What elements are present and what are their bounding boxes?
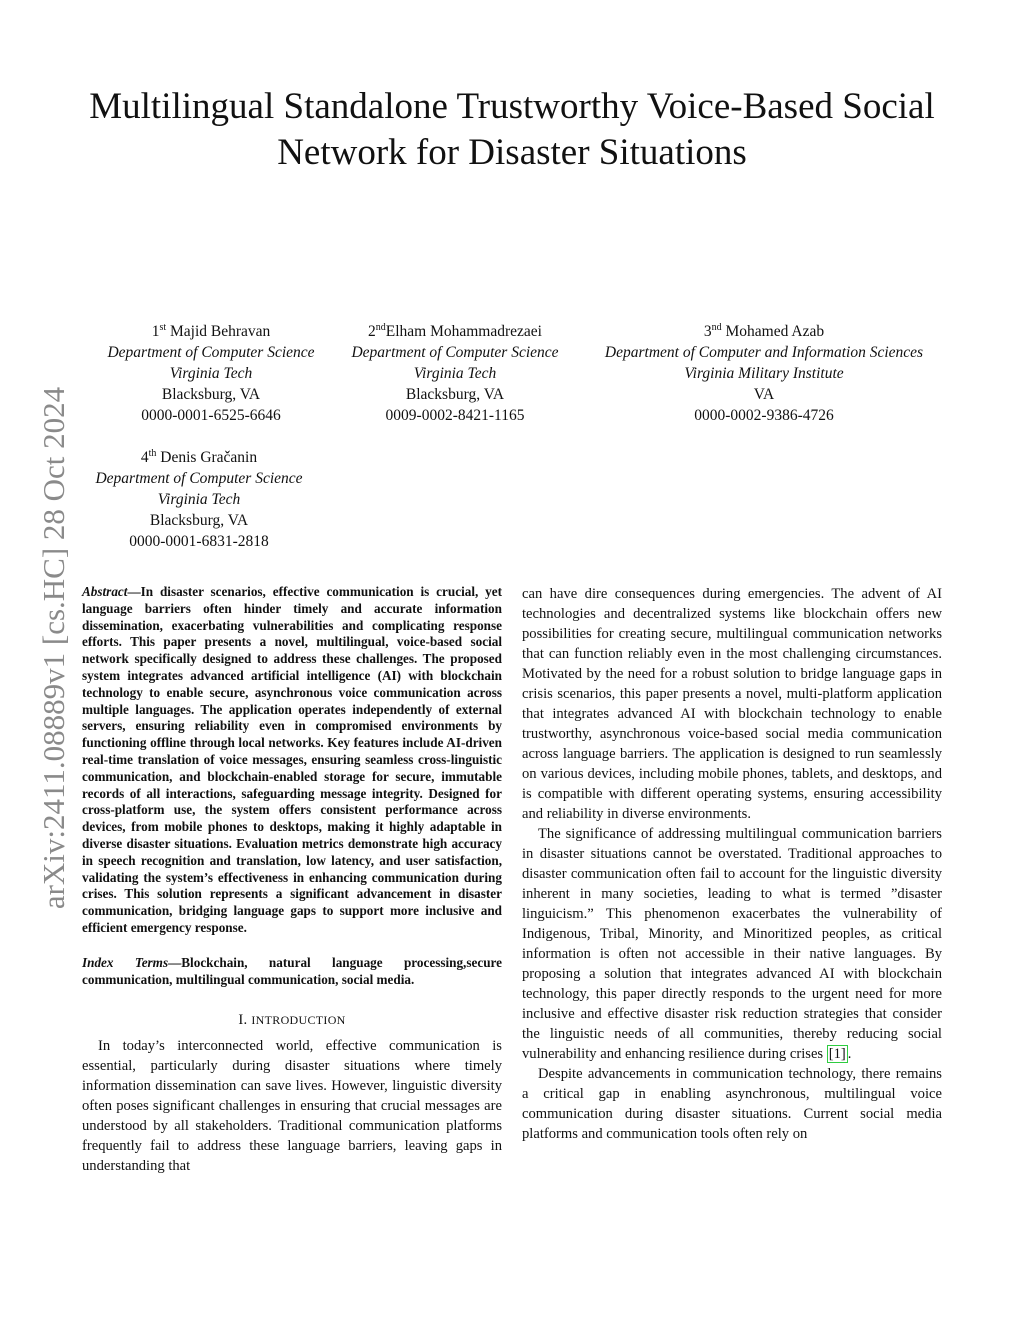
intro-paragraph-2: The significance of addressing multilingual communication barriers in disaster situations cannot be overstated. Traditional approaches to disaster communication often fail to account for the linguistic diversity inherent in many societies, leading to what is termed ”disaster linguicism.” This phenomenon exacerbates the vulnerability of Indigenous, Tribal, Minority, and Minoritized peoples, as critical information is often not accessible in their native languages. By proposing a solution that integrates advanced AI with blockchain technology, this paper directly responds to the urgent need for more inclusive and effective disaster risk reduction strategies that consider the linguistic needs of all communities, thereby reducing social vulnerability and enhancing resilience during crises [1] .	[522, 826, 942, 1062]
author-block-1	[80, 321, 342, 426]
author-block-4	[70, 447, 328, 552]
intro-paragraph-1: In today’s interconnected world, effective communication is essential, particularly during disaster situations where timely information dissemination can save lives. However, linguistic diversity often poses significant challenges in ensuring that crucial messages are understood by all stakeholders. Traditional communication platforms frequently fail to address these language barriers, leaving gaps in understanding that	[82, 1038, 502, 1175]
left-column	[82, 584, 502, 1176]
abstract	[82, 584, 502, 937]
abstract-label: Abstract	[82, 584, 128, 599]
author-orcid: 0009-0002-8421-1165	[385, 407, 525, 424]
intro-paragraph-1-continued: can have dire consequences during emergencies. The advent of AI technologies and decentralized systems like blockchain offers new possibilities for creating secure, multilingual communication networks that can function reliably even in the most challenging circumstances. Motivated by the need for a robust solution to bridge language gaps in crisis scenarios, this paper presents a novel, multi-platform application that integrates advanced AI with blockchain technology to enable trustworthy, asynchronous voice-based social media communication across language barriers. The application is designed to run seamlessly on various devices, including mobile phones, tablets, and desktops, and is compatible with different operating systems, ensuring accessibility and reliability in diverse environments.	[522, 586, 942, 822]
author-name: 4th Denis Gračanin	[140, 448, 258, 466]
author-name: 3nd Mohamed Azab	[703, 322, 825, 340]
right-column	[522, 584, 942, 1144]
author-orcid: 0000-0001-6525-6646	[141, 407, 281, 424]
citation-link[interactable]: [1]	[828, 1046, 846, 1062]
intro-paragraph-3: Despite advancements in communication technology, there remains a critical gap in enabling asynchronous, multilingual voice communication during disaster situations. Current social media platforms and communication tools often rely on	[522, 1066, 942, 1142]
section-heading: I. INTRODUCTION	[238, 1012, 346, 1029]
author-institution: Virginia Military Institute	[684, 365, 844, 382]
author-department: Department of Computer Science	[107, 344, 315, 361]
paper-title: Multilingual Standalone Trustworthy Voice-Based Social Network for Disaster Situations	[89, 86, 935, 173]
author-location: Blacksburg, VA	[161, 386, 261, 403]
author-name: 1st Majid Behravan	[151, 322, 271, 340]
index-terms	[82, 955, 502, 989]
index-terms-text: —Blockchain, natural language processing,secure communication, multilingual communication, social media.	[82, 954, 502, 987]
index-terms-label: Index Terms	[82, 954, 169, 970]
author-department: Department of Computer Science	[351, 344, 559, 361]
abstract-text: —In disaster scenarios, effective communication is crucial, yet language barriers often hinder timely and accurate information dissemination, exacerbating vulnerabilities and complicating response efforts. This paper presents a novel, multilingual, voice-based social network specifically designed to address these challenges. The proposed system integrates advanced artificial intelligence (AI) with blockchain technology to enable secure, asynchronous voice communication across multiple languages. The application operates independently of external servers, ensuring reliability even in compromised environments by functioning offline through local networks. Key features include AI-driven real-time translation of voice messages, ensuring seamless cross-linguistic communication, and blockchain-enabled storage for secure, immutable records of all interactions, safeguarding message integrity. Designed for cross-platform use, the system offers consistent performance across devices, from mobile phones to desktops, making it highly adaptable in diverse disaster situations. Evaluation metrics demonstrate high accuracy in speech recognition and translation, low latency, and user satisfaction, validating the system’s effectiveness in enhancing communication during crises. This solution represents a significant advancement in disaster communication, bridging language gaps to support more inclusive and efficient emergency response.	[82, 584, 502, 935]
author-location: VA	[753, 386, 775, 403]
author-location: Blacksburg, VA	[405, 386, 505, 403]
arxiv-stamp: arXiv:2411.08889v1 [cs.HC] 28 Oct 2024	[36, 386, 71, 910]
author-department: Department of Computer and Information Sciences	[604, 344, 924, 361]
author-institution: Virginia Tech	[413, 365, 497, 382]
author-orcid: 0000-0001-6831-2818	[129, 533, 269, 550]
author-block-2	[330, 321, 580, 426]
author-location: Blacksburg, VA	[149, 512, 249, 529]
author-orcid: 0000-0002-9386-4726	[694, 407, 834, 424]
author-department: Department of Computer Science	[95, 470, 303, 487]
author-institution: Virginia Tech	[169, 365, 253, 382]
author-institution: Virginia Tech	[157, 491, 241, 508]
author-block-3	[578, 321, 950, 426]
author-name: 2ndElham Mohammadrezaei	[368, 322, 542, 340]
